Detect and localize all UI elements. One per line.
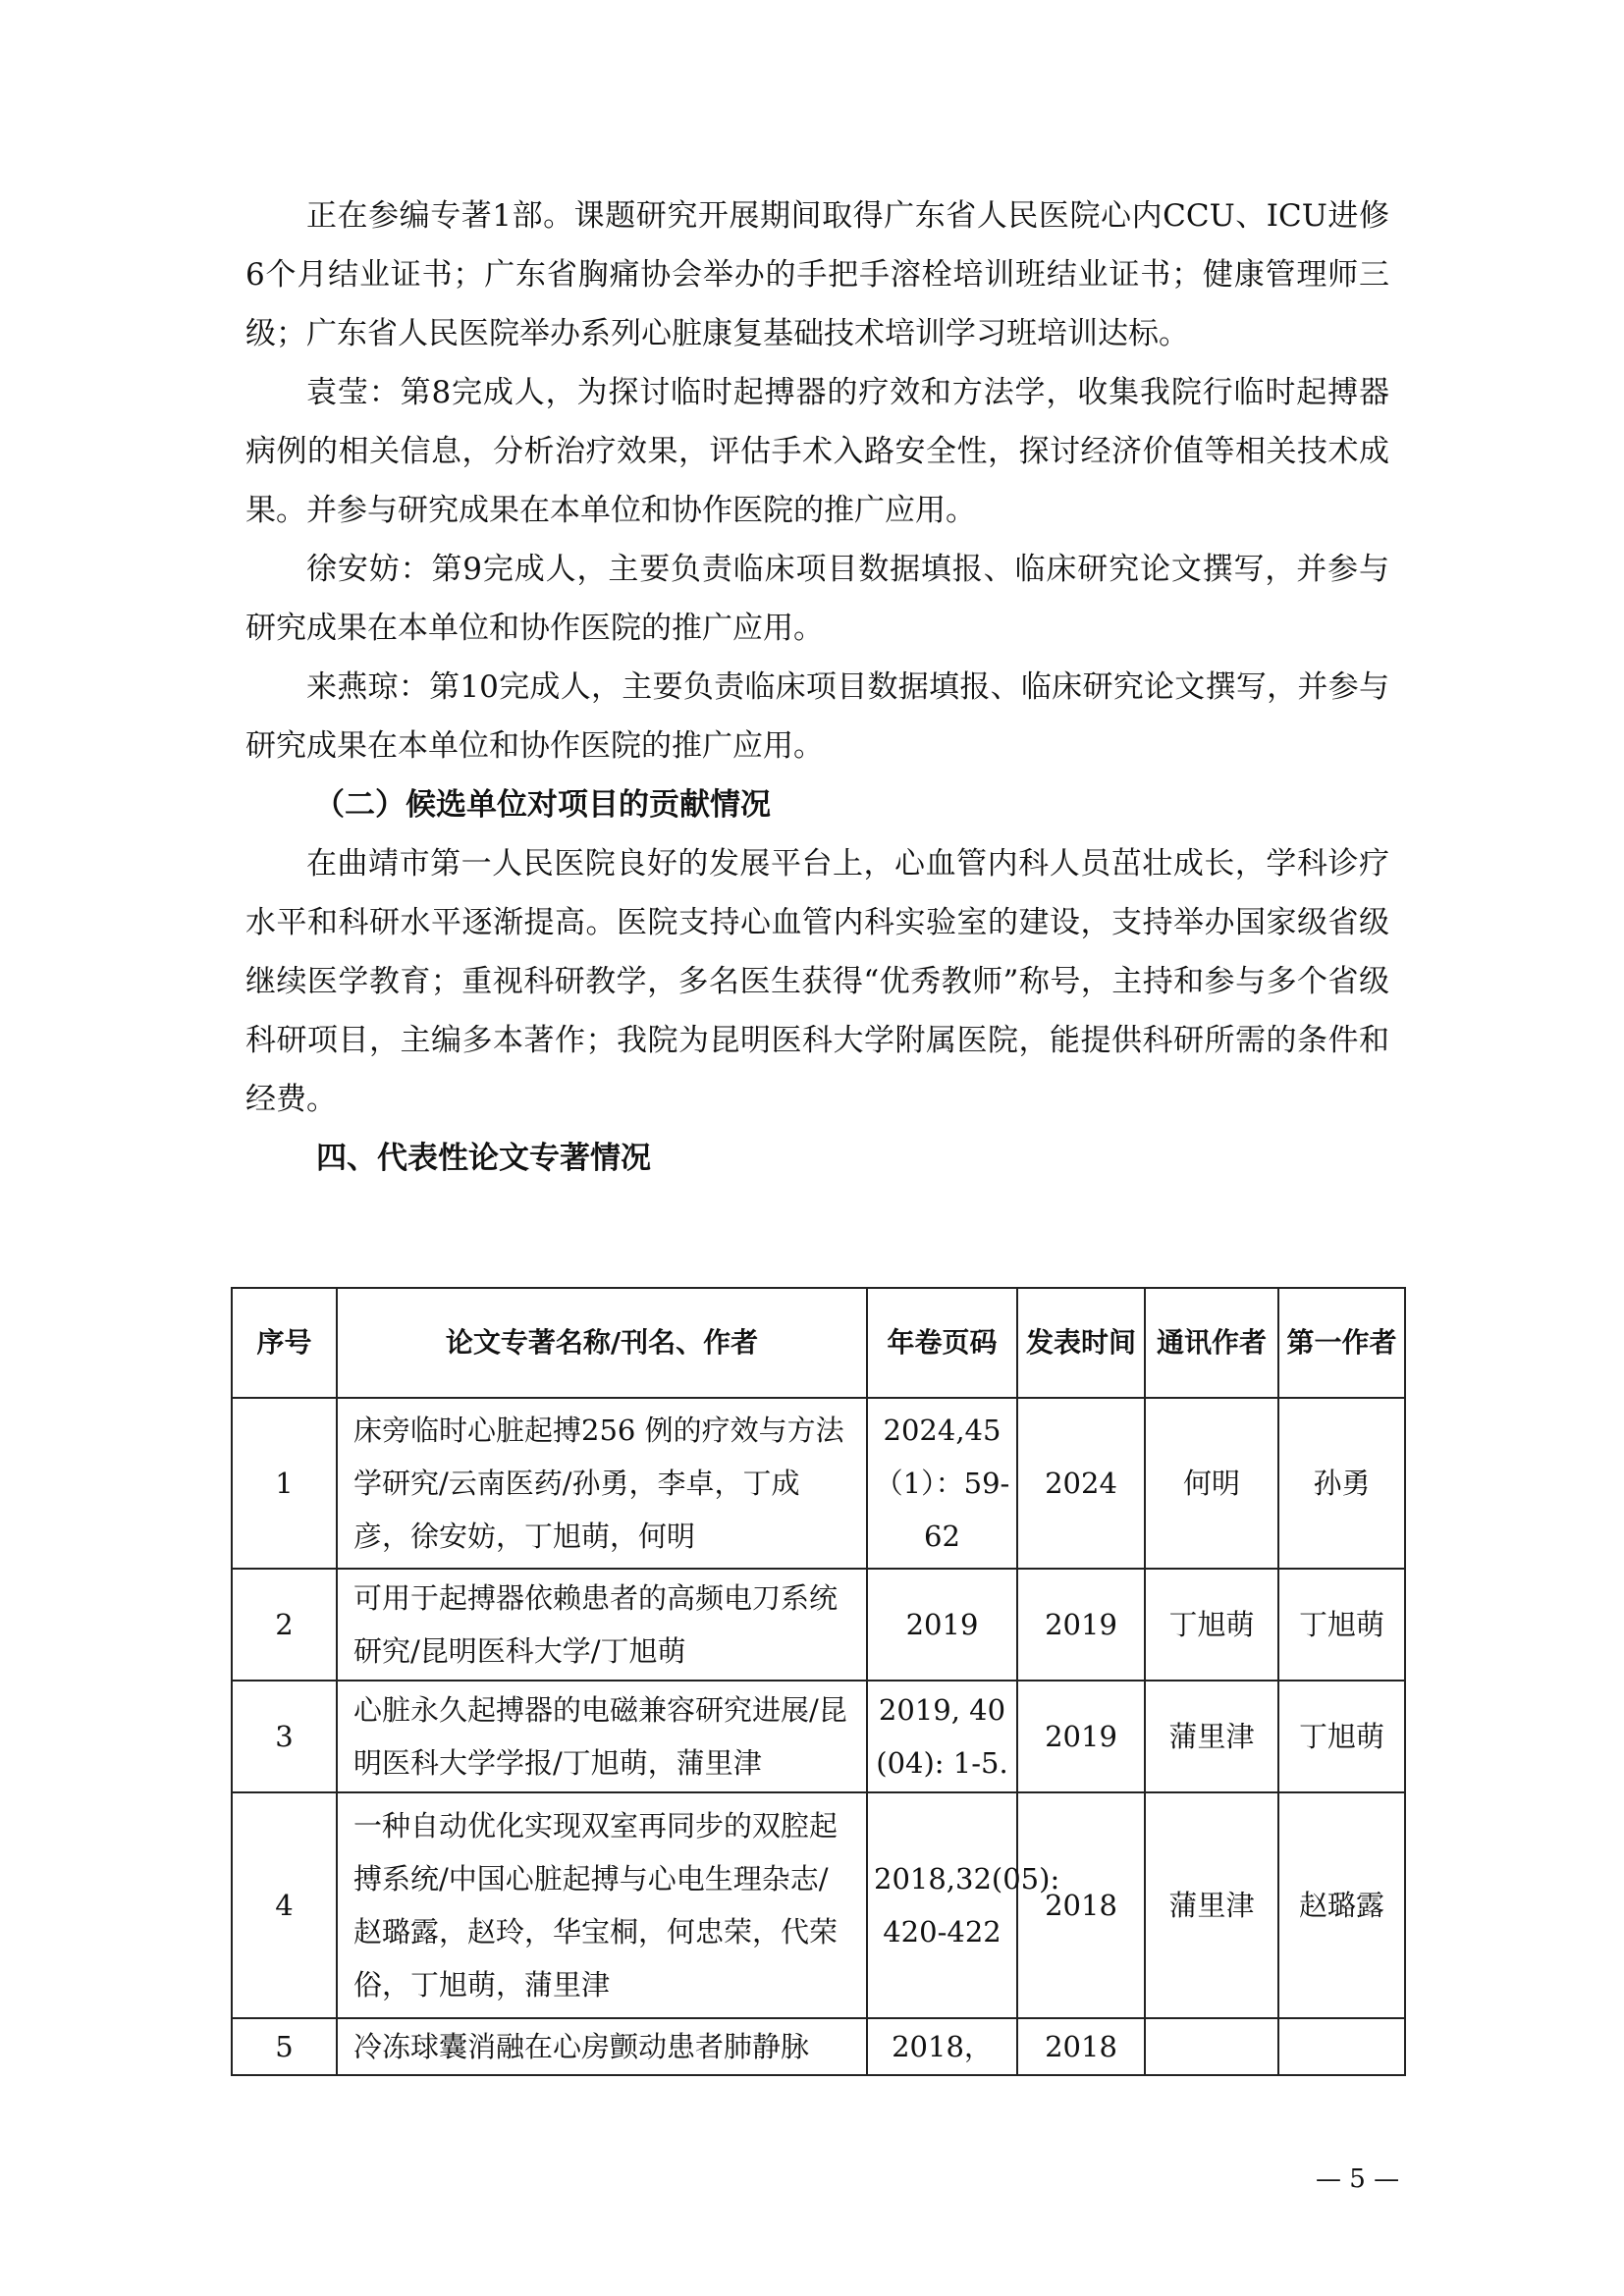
table-row: [232, 1792, 1405, 2018]
page-number: — 5 —: [1316, 2164, 1400, 2194]
paragraph-continued: 正在参编专著1部。课题研究开展期间取得广东省人民医院心内CCU、ICU进修6个月结业证书；广东省胸痛协会举办的手把手溶栓培训班结业证书；健康管理师三级；广东省人民医院举办系列心脏康复基础技术培训学习班培训达标。: [245, 198, 1389, 351]
cell-time: 2024: [1017, 1398, 1145, 1569]
cell-first-author: 赵璐露: [1278, 1792, 1405, 2018]
paragraph-unit-contribution: 在曲靖市第一人民医院良好的发展平台上，心血管内科人员茁壮成长，学科诊疗水平和科研水平逐渐提高。医院支持心血管内科实验室的建设，支持举办国家级省级继续医学教育；重视科研教学，多名医生获得“优秀教师”称号，主持和参与多个省级科研项目，主编多本著作；我院为昆明医科大学附属医院，能提供科研所需的条件和经费。: [245, 846, 1389, 1117]
paragraph-member-10: 来燕琼：第10完成人，主要负责临床项目数据填报、临床研究论文撰写，并参与研究成果在本单位和协作医院的推广应用。: [245, 669, 1389, 764]
cell-title: 冷冻球囊消融在心房颤动患者肺静脉: [337, 2018, 867, 2075]
cell-no: 5: [232, 2018, 337, 2075]
cell-volume: 2024,45（1）：59-62: [867, 1398, 1017, 1569]
cell-first-author: 孙勇: [1278, 1398, 1405, 1569]
cell-corresponding-author: 蒲里津: [1145, 1792, 1278, 2018]
table-row: [232, 1569, 1405, 1681]
cell-title: 一种自动优化实现双室再同步的双腔起搏系统/中国心脏起搏与心电生理杂志/赵璐露，赵玲，华宝桐，何忠荣，代荣俗，丁旭萌，蒲里津: [337, 1792, 867, 2018]
cell-first-author: [1278, 2018, 1405, 2075]
cell-corresponding-author: 丁旭萌: [1145, 1569, 1278, 1681]
header-no: 序号: [232, 1288, 337, 1398]
cell-title: 床旁临时心脏起搏256 例的疗效与方法学研究/云南医药/孙勇，李卓，丁成彦，徐安妨，丁旭萌，何明: [337, 1398, 867, 1569]
cell-volume: 2018，: [867, 2018, 1017, 2075]
paragraph-member-8: 袁莹：第8完成人，为探讨临时起搏器的疗效和方法学，收集我院行临时起搏器病例的相关信息，分析治疗效果，评估手术入路安全性，探讨经济价值等相关技术成果。并参与研究成果在本单位和协作医院的推广应用。: [245, 375, 1389, 528]
cell-volume: 2019, 40 (04): 1-5.: [867, 1681, 1017, 1792]
cell-title: 可用于起搏器依赖患者的高频电刀系统研究/昆明医科大学/丁旭萌: [337, 1569, 867, 1681]
cell-time: 2019: [1017, 1569, 1145, 1681]
document-body: [245, 187, 1389, 1188]
header-title: 论文专著名称/刊名、作者: [337, 1288, 867, 1398]
table-row: [232, 2018, 1405, 2075]
cell-volume: 2019: [867, 1569, 1017, 1681]
section-heading-unit-contribution: （二）候选单位对项目的贡献情况: [314, 787, 771, 823]
cell-time: 2018: [1017, 1792, 1145, 2018]
cell-first-author: 丁旭萌: [1278, 1681, 1405, 1792]
table-header-row: [232, 1288, 1405, 1398]
table-row: [232, 1681, 1405, 1792]
header-first-author: 第一作者: [1278, 1288, 1405, 1398]
cell-corresponding-author: 蒲里津: [1145, 1681, 1278, 1792]
header-volume: 年卷页码: [867, 1288, 1017, 1398]
cell-no: 2: [232, 1569, 337, 1681]
cell-no: 1: [232, 1398, 337, 1569]
section-heading-papers: 四、代表性论文专著情况: [316, 1141, 651, 1176]
table-row: [232, 1398, 1405, 1569]
paragraph-member-9: 徐安妨：第9完成人，主要负责临床项目数据填报、临床研究论文撰写，并参与研究成果在本单位和协作医院的推广应用。: [245, 552, 1389, 646]
header-time: 发表时间: [1017, 1288, 1145, 1398]
cell-time: 2019: [1017, 1681, 1145, 1792]
cell-volume: 2018,32(05): 420-422: [867, 1792, 1017, 2018]
cell-no: 3: [232, 1681, 337, 1792]
cell-no: 4: [232, 1792, 337, 2018]
cell-first-author: 丁旭萌: [1278, 1569, 1405, 1681]
header-corresponding-author: 通讯作者: [1145, 1288, 1278, 1398]
cell-time: 2018: [1017, 2018, 1145, 2075]
cell-corresponding-author: 何明: [1145, 1398, 1278, 1569]
papers-table: [231, 1287, 1406, 2076]
cell-title: 心脏永久起搏器的电磁兼容研究进展/昆明医科大学学报/丁旭萌，蒲里津: [337, 1681, 867, 1792]
cell-corresponding-author: [1145, 2018, 1278, 2075]
